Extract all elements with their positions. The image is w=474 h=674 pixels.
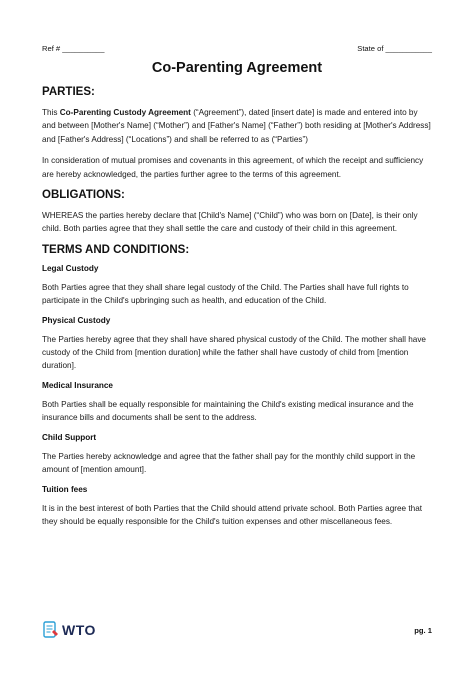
wto-logo: [42, 620, 96, 640]
page-number: pg. 1: [414, 625, 432, 635]
logo-text: WTO: [62, 622, 96, 638]
state-field: State of ___________: [357, 44, 432, 53]
parties-paragraph: This Co-Parenting Custody Agreement (“Agreement”), dated [insert date] is made and entered into by and between [Mother's Name] (“Mother”) and [Father's Name] (“Father”) both residing at [Mother's Address] and [Father's Address] (“Locations”) and shall be referred to as (“Parties”): [42, 108, 431, 144]
child-support-paragraph: The Parties hereby acknowledge and agree that the father shall pay for the monthly child support in the amount of [mention amount].: [42, 451, 416, 475]
document-logo-icon: [42, 620, 60, 640]
terms-heading: TERMS AND CONDITIONS:: [42, 243, 190, 256]
header-row: [42, 44, 432, 53]
ref-field: Ref # __________: [42, 44, 105, 53]
physical-custody-paragraph: The Parties hereby agree that they shall have shared physical custody of the Child. The mother shall have custody of the Child from [mention duration] while the father shall have custody of child from [mention duration].: [42, 334, 426, 371]
document-body: [42, 86, 432, 536]
legal-custody-paragraph: Both Parties agree that they shall share legal custody of the Child. The Parties shall have full rights to participate in the Child's upbringing such as health, and education of the Child.: [42, 282, 409, 306]
tuition-fees-heading: Tuition fees: [42, 484, 88, 494]
footer: [42, 620, 432, 640]
tuition-fees-paragraph: It is in the best interest of both Parties that the Child should attend private school. Both Parties agree that they should be equally responsible for the Child's tuition expenses and other miscellaneous fees.: [42, 503, 423, 526]
legal-custody-heading: Legal Custody: [42, 263, 99, 273]
physical-custody-heading: Physical Custody: [42, 315, 111, 325]
medical-insurance-paragraph: Both Parties shall be equally responsible for maintaining the Child's existing medical insurance and the insurance bills and documents shall be sent to the address.: [42, 399, 414, 423]
obligations-heading: OBLIGATIONS:: [42, 189, 125, 202]
parties-heading: PARTIES:: [42, 86, 95, 98]
child-support-heading: Child Support: [42, 432, 97, 442]
page-title: Co-Parenting Agreement: [151, 60, 323, 76]
obligations-paragraph: WHEREAS the parties hereby declare that [Child's Name] (“Child”) who was born on [Date], is their only child. Both parties agree that they shall settle the care and custody of their child in this agreement.: [42, 211, 418, 234]
consideration-paragraph: In consideration of mutual promises and covenants in this agreement, of which the receipt and sufficiency are hereby acknowledged, the parties further agree to the terms of this agreement.: [42, 156, 424, 179]
agreement-name: Co-Parenting Custody Agreement: [59, 108, 191, 117]
medical-insurance-heading: Medical Insurance: [42, 380, 113, 390]
